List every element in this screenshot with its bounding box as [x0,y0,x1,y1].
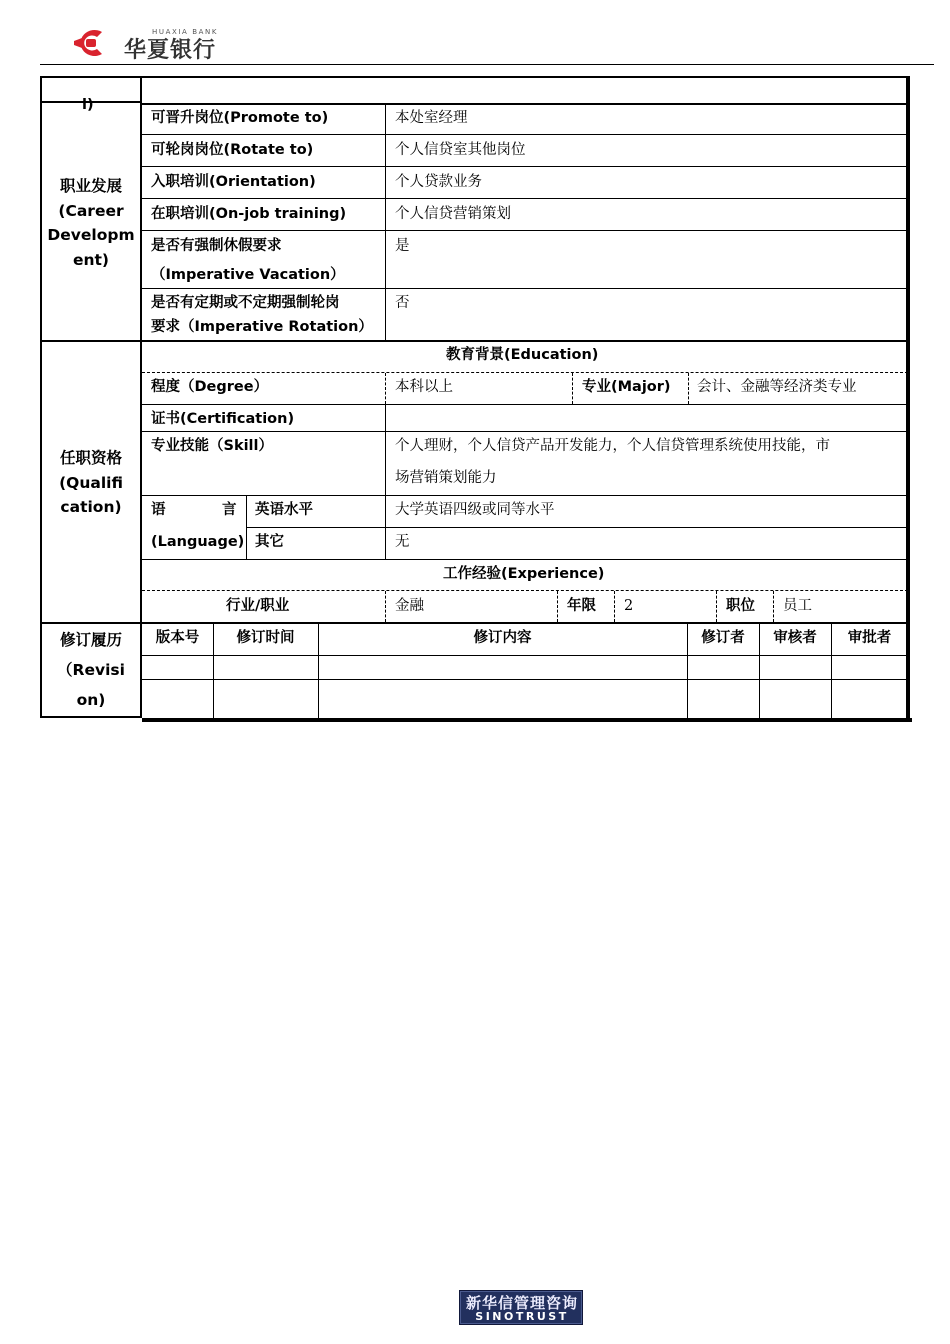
other-language-value: 无 [395,534,410,550]
orientation-label: 入职培训(Orientation) [151,174,316,190]
promote-label: 可晋升岗位(Promote to) [151,110,329,126]
huaxia-bank-logo-icon [72,26,112,60]
rev-header-version: 版本号 [155,630,200,646]
promote-value: 本处室经理 [395,110,468,126]
education-title: 教育背景(Education) [446,347,599,363]
major-value: 会计、金融等经济类专业 [697,379,857,395]
qualification-section-label: 任职资格 (Qualifi cation) [59,449,123,516]
certification-label: 证书(Certification) [151,411,295,427]
rev-header-date: 修订时间 [236,630,295,646]
rotation-label: 是否有定期或不定期强制轮岗 [151,295,340,311]
bank-name-cn: 华夏银行 [124,38,217,63]
rev-header-reviser: 修订者 [701,630,745,646]
degree-label: 程度（Degree） [151,379,269,395]
years-value: 2 [624,598,634,614]
vacation-label-en: （Imperative Vacation） [151,267,345,283]
rev-header-reviewer: 审核者 [773,630,817,646]
vacation-label: 是否有强制休假要求 [151,238,282,254]
industry-label: 行业/职业 [226,598,290,614]
degree-value: 本科以上 [395,379,453,395]
footer-brand-en: SINOTRUST [475,1310,569,1323]
revision-section-label: 修订履历 （Revisi on) [57,631,125,709]
header-rule [40,64,934,65]
experience-title: 工作经验(Experience) [443,566,605,582]
english-level-label: 英语水平 [255,502,313,518]
other-language-label: 其它 [255,534,284,550]
rotate-value: 个人信贷室其他岗位 [395,142,526,158]
english-level-value: 大学英语四级或同等水平 [395,502,555,518]
rev-header-content: 修订内容 [473,630,532,646]
footer-brand-cn: 新华信管理咨询 [465,1294,578,1312]
rotation-label-en: 要求（Imperative Rotation） [151,319,373,335]
skill-value-line-1: 个人理财，个人信贷产品开发能力，个人信贷管理系统使用技能，市 [395,438,830,454]
skill-label: 专业技能（Skill） [151,438,273,454]
years-label: 年限 [567,598,596,614]
language-label-a: 语 [151,502,166,518]
onjob-training-value: 个人信贷营销策划 [395,206,511,222]
onjob-training-label: 在职培训(On-job training) [151,206,347,222]
skill-value-line-2: 场营销策划能力 [395,470,497,486]
rev-header-approver: 审批者 [847,630,892,646]
rotation-value: 否 [395,295,410,311]
bank-name-en: HUAXIA BANK [152,28,219,36]
industry-value: 金融 [395,598,424,614]
major-label: 专业(Major) [582,379,671,395]
vacation-value: 是 [395,238,410,254]
position-label: 职位 [726,598,755,614]
rotate-label: 可轮岗岗位(Rotate to) [151,142,314,158]
career-section-label: 职业发展 (Career Developm ent) [47,177,135,269]
orientation-value: 个人贷款业务 [395,174,482,190]
language-label-en: (Language) [151,534,245,550]
top-partial-label: l) [82,97,94,113]
position-value: 员工 [783,598,812,614]
language-label-b: 言 [222,502,237,518]
sinotrust-logo [459,1290,583,1325]
